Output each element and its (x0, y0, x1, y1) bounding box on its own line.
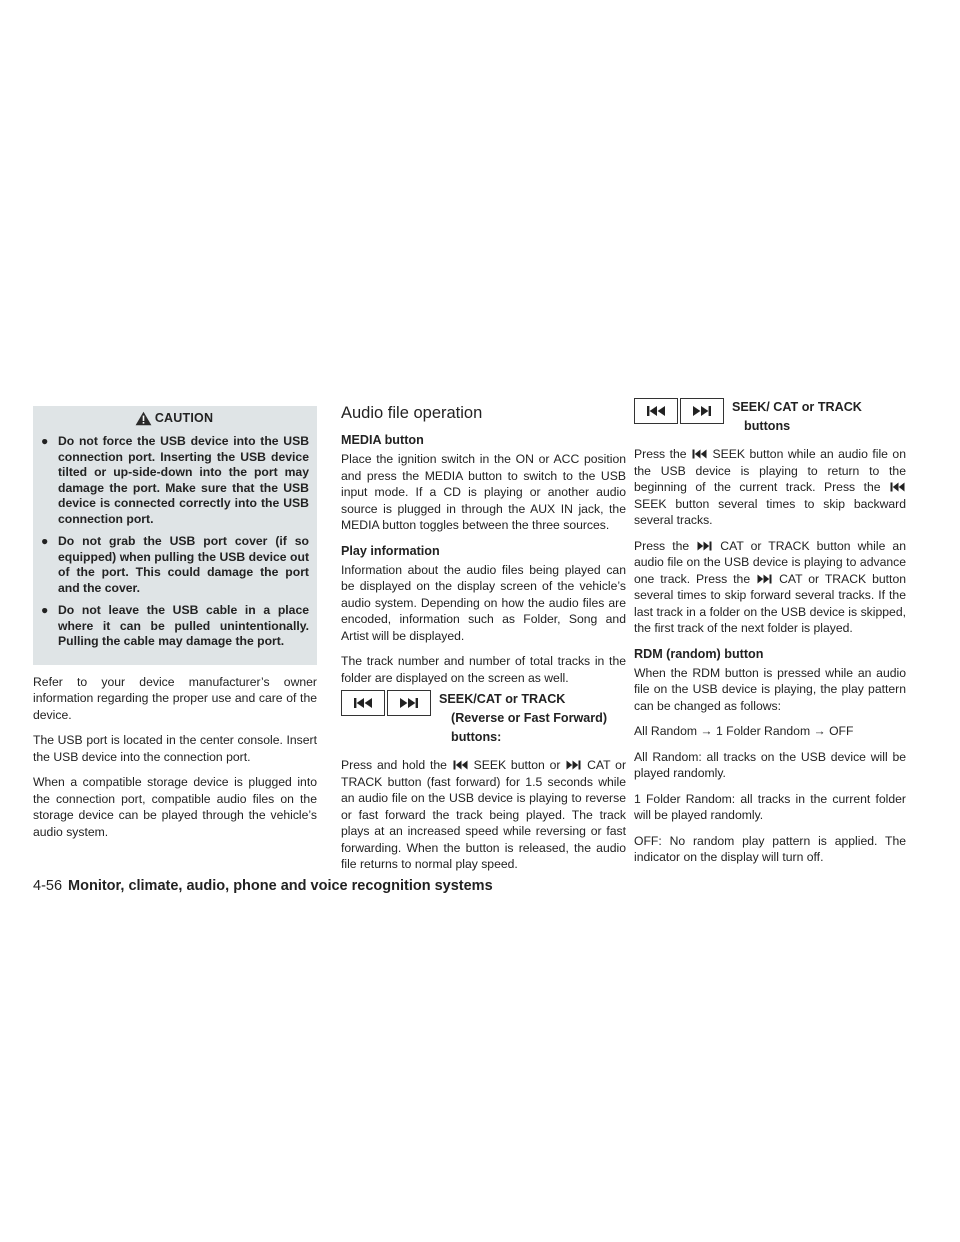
play-info-title: Play information (341, 543, 440, 558)
caution-item: ● Do not leave the USB cable in a place where it can be pulled unintentionally. Pulling the cable may damage the port. (41, 603, 309, 648)
chapter-title: Monitor, climate, audio, phone and voice recognition systems (68, 878, 493, 894)
caution-item: ● Do not force the USB device into the USB connection port. Inserting the USB device tilted or up-side-down into the port may damage the port. Make sure that the USB device is connected correctly into the USB connection port. (41, 434, 309, 526)
caution-title: CAUTION (154, 410, 214, 425)
page-footer (33, 878, 493, 894)
paragraph-usb-location: The USB port is located in the center console. Insert the USB device into the connection port. (33, 733, 317, 764)
track-number-text: The track number and number of total tracks in the folder are displayed on the screen as well. (341, 654, 626, 685)
seek-forward-button (680, 398, 724, 424)
page-number: 4-56 (33, 878, 63, 894)
media-button-title: MEDIA button (341, 433, 424, 447)
seek-button-pair (341, 690, 431, 716)
skip-forward-icon (697, 541, 712, 551)
column-middle (341, 406, 626, 882)
rdm-button-text: When the RDM button is pressed while an audio file on the USB device is playing, the play pattern can be changed as follows: (634, 665, 906, 713)
caution-list (39, 434, 309, 650)
skip-back-icon (353, 697, 373, 709)
caution-box (33, 406, 317, 665)
column-left (33, 406, 317, 849)
seek-buttons-label: SEEK/CAT or TRACK (Reverse or Fast Forward) buttons: (439, 692, 608, 744)
skip-back-icon (890, 482, 905, 492)
rdm-sequence: All Random → 1 Folder Random → OFF (634, 724, 854, 738)
press-and-hold-text: Press and hold the SEEK button or CAT or TRACK button (fast forward) for 1.5 seconds while an audio file on the USB device is playing to reverse or fast forward the track being played. The track plays at an increased speed while reversing or fast forwarding. When the button is released, the audio file returns to normal play speed. (341, 758, 627, 871)
skip-forward-icon (757, 574, 772, 584)
seek-buttons-figure (634, 398, 906, 436)
paragraph-compatible-device: When a compatible storage device is plugged into the connection port, compatible audio files on the storage device can be played through the vehicle’s audio system. (33, 775, 317, 839)
seek-buttons-label: SEEK/ CAT or TRACK buttons (732, 400, 862, 433)
column-right (634, 400, 907, 875)
skip-back-icon (692, 449, 707, 459)
caution-header (39, 406, 309, 430)
rdm-button-title: RDM (random) button (634, 646, 764, 661)
skip-forward-icon (566, 760, 581, 770)
caution-item: ● Do not grab the USB port cover (if so equipped) when pulling the USB device out of the port. This could damage the port and the cover. (41, 534, 309, 595)
warning-icon (135, 411, 152, 426)
seek-back-text: Press the SEEK button while an audio file on the USB device is playing to return to the beginning of the current track. Press the SEEK button several times to skip backward several tracks. (634, 447, 906, 527)
media-button-text: Place the ignition switch in the ON or ACC position and press the MEDIA button to switch to the USB input mode. If a CD is playing or another audio source is plugged in through the AUX IN jack, the MEDIA button toggles between the three sources. (341, 452, 626, 532)
seek-buttons-figure (341, 690, 626, 747)
seek-forward-button (387, 690, 431, 716)
skip-forward-icon (692, 405, 712, 417)
seek-reverse-button (341, 690, 385, 716)
paragraph-owner-info: Refer to your device manufacturer’s owner information regarding the proper use and care of the device. (33, 674, 317, 722)
seek-forward-text: Press the CAT or TRACK button while an audio file on the USB device is playing to advance one track. Press the CAT or TRACK button several times to skip forward several tracks. If the last track in a folder on the USB device is skipped, the first track of the next folder is played. (634, 538, 907, 635)
rdm-all-random: All Random: all tracks on the USB device will be played randomly. (634, 749, 906, 780)
skip-forward-icon (399, 697, 419, 709)
skip-back-icon (646, 405, 666, 417)
seek-reverse-button (634, 398, 678, 424)
rdm-folder-random: 1 Folder Random: all tracks in the current folder will be played randomly. (634, 791, 906, 822)
seek-button-pair (634, 398, 724, 424)
section-heading: Audio file operation (341, 404, 483, 422)
play-info-text: Information about the audio files being played can be displayed on the display screen of the vehicle’s audio system. Depending on how the audio files are encoded, information such as Folder, Song and Artist will be displayed. (341, 562, 626, 643)
rdm-off: OFF: No random play pattern is applied. The indicator on the display will turn off. (634, 833, 906, 864)
skip-back-icon (453, 760, 468, 770)
